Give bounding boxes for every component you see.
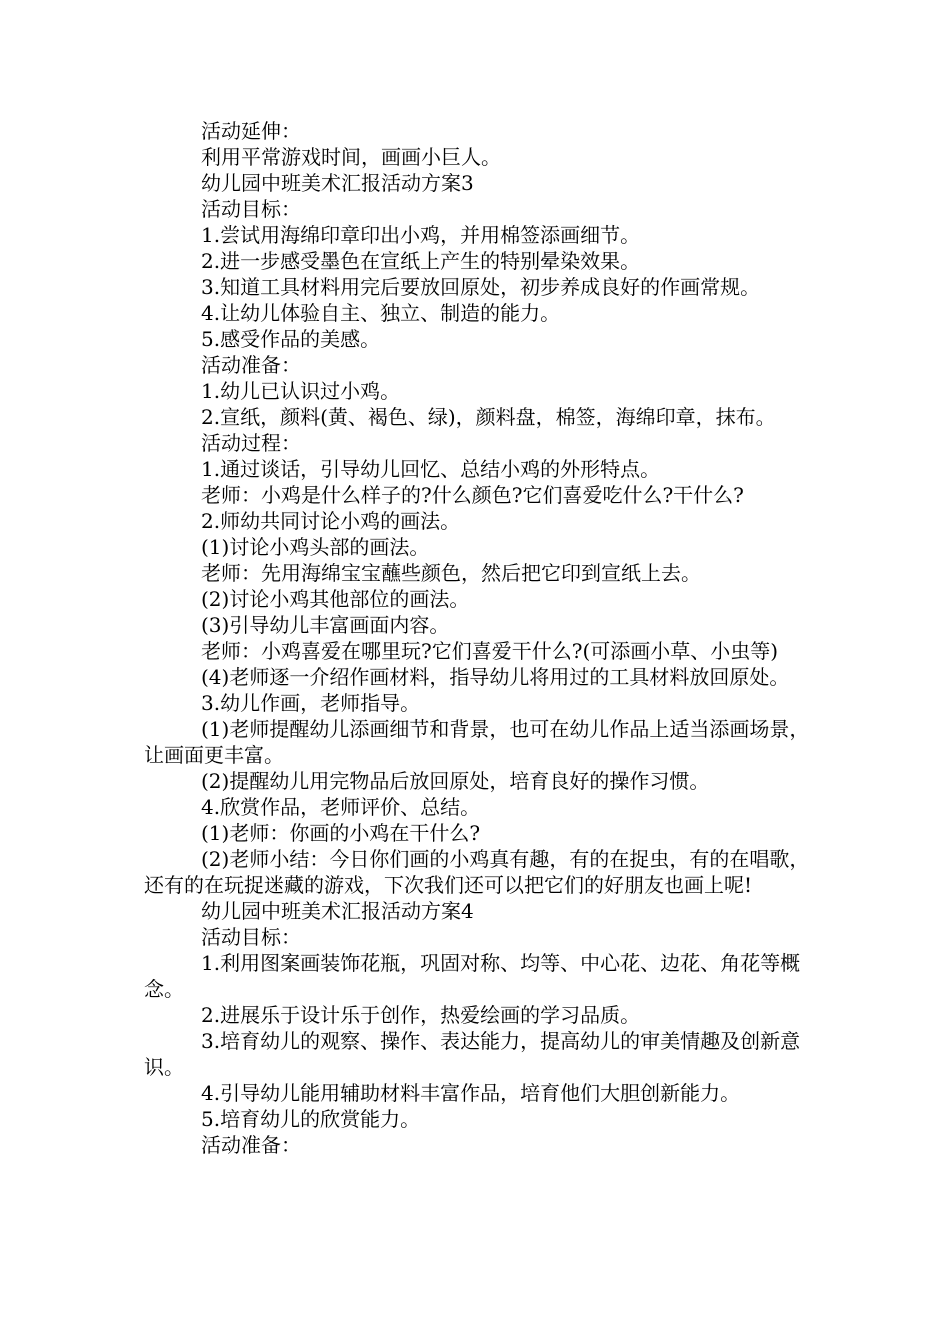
paragraph: 4.欣赏作品，老师评价、总结。 [201, 795, 481, 819]
paragraph: 3.培育幼儿的观察、操作、表达能力，提高幼儿的审美情趣及创新意识。 [144, 1029, 801, 1079]
paragraph: 活动准备： [201, 353, 301, 377]
paragraph: (2)老师小结：今日你们画的小鸡真有趣，有的在捉虫，有的在唱歌，还有的在玩捉迷藏的游戏，下次我们还可以把它们的好朋友也画上呢! [144, 847, 810, 897]
paragraph: 活动目标： [201, 925, 301, 949]
paragraph: 2.进展乐于设计乐于创作，热爱绘画的学习品质。 [201, 1003, 641, 1027]
paragraph: 2.进一步感受墨色在宣纸上产生的特别晕染效果。 [201, 249, 641, 273]
paragraph: (1)讨论小鸡头部的画法。 [201, 535, 430, 559]
paragraph: 5.感受作品的美感。 [201, 327, 381, 351]
paragraph: 4.引导幼儿能用辅助材料丰富作品，培育他们大胆创新能力。 [201, 1081, 741, 1105]
paragraph: 利用平常游戏时间，画画小巨人。 [201, 145, 501, 169]
paragraph: 1.利用图案画装饰花瓶，巩固对称、均等、中心花、边花、角花等概念。 [144, 951, 801, 1001]
paragraph: 3.知道工具材料用完后要放回原处，初步养成良好的作画常规。 [201, 275, 761, 299]
paragraph: 1.尝试用海绵印章印出小鸡，并用棉签添画细节。 [201, 223, 641, 247]
paragraph: 2.宣纸，颜料(黄、褐色、绿)，颜料盘，棉签，海绵印章，抹布。 [201, 405, 776, 429]
paragraph: (3)引导幼儿丰富画面内容。 [201, 613, 450, 637]
paragraph: (2)提醒幼儿用完物品后放回原处，培育良好的操作习惯。 [201, 769, 710, 793]
paragraph: 活动延伸： [201, 119, 301, 143]
paragraph: (1)老师：你画的小鸡在干什么? [201, 821, 481, 845]
paragraph: 活动目标： [201, 197, 301, 221]
paragraph: 活动过程： [201, 431, 301, 455]
document-body [144, 118, 814, 1158]
paragraph: 3.幼儿作画，老师指导。 [201, 691, 421, 715]
paragraph: 5.培育幼儿的欣赏能力。 [201, 1107, 421, 1131]
paragraph: 老师：先用海绵宝宝蘸些颜色，然后把它印到宣纸上去。 [201, 561, 701, 585]
paragraph: 2.师幼共同讨论小鸡的画法。 [201, 509, 461, 533]
paragraph: (1)老师提醒幼儿添画细节和背景，也可在幼儿作品上适当添画场景，让画面更丰富。 [144, 717, 810, 767]
paragraph: (2)讨论小鸡其他部位的画法。 [201, 587, 470, 611]
paragraph: 1.通过谈话，引导幼儿回忆、总结小鸡的外形特点。 [201, 457, 661, 481]
paragraph: (4)老师逐一介绍作画材料，指导幼儿将用过的工具材料放回原处。 [201, 665, 790, 689]
paragraph: 4.让幼儿体验自主、独立、制造的能力。 [201, 301, 561, 325]
paragraph: 1.幼儿已认识过小鸡。 [201, 379, 401, 403]
paragraph: 活动准备： [201, 1133, 301, 1157]
paragraph: 老师：小鸡是什么样子的?什么颜色?它们喜爱吃什么?干什么? [201, 483, 744, 507]
paragraph: 老师：小鸡喜爱在哪里玩?它们喜爱干什么?(可添画小草、小虫等) [201, 639, 779, 663]
section-heading: 幼儿园中班美术汇报活动方案4 [201, 899, 474, 923]
section-heading: 幼儿园中班美术汇报活动方案3 [201, 171, 474, 195]
